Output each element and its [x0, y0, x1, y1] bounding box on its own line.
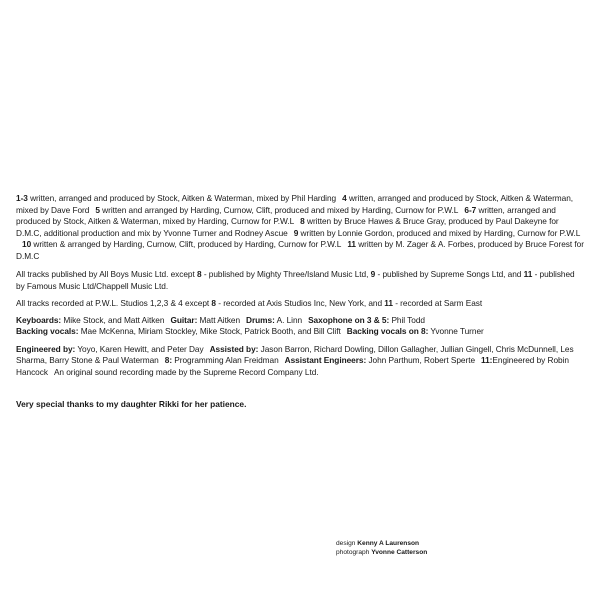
credit-value: Matt Aitken	[197, 314, 241, 325]
track-credit: written, arranged and produced by Stock, Aitken & Waterman, mixed by Harding, Curnow for P.W.L	[16, 204, 556, 227]
track-number: 8	[211, 297, 216, 308]
credit-label: Backing vocals:	[16, 326, 79, 337]
publishing-text: - published by Mighty Three/Island Music Ltd,	[201, 269, 371, 280]
track-number: 5	[95, 204, 100, 215]
track-credit: written, arranged and produced by Stock, Aitken & Waterman, mixed by Dave Ford	[16, 193, 574, 215]
credit-value: A. Linn	[274, 314, 303, 325]
track-number: 1-3	[16, 193, 28, 203]
track-number: 11	[347, 239, 356, 250]
track-number: 9	[370, 269, 376, 280]
publishing-paragraph	[16, 269, 584, 292]
track-number: 4	[342, 193, 347, 203]
publishing-text: - published by Supreme Songs Ltd, and	[375, 269, 524, 280]
track-credit: written by Bruce Hawes & Bruce Gray, produced by Paul Dakeyne for D.M.C, additional production and mix by Yvonne Turner and Rodney Ascue	[16, 216, 559, 238]
credit-label: Keyboards:	[16, 314, 62, 325]
credit-label: Engineered by:	[16, 343, 76, 354]
photograph-credit	[336, 548, 427, 557]
track-number: 11	[384, 297, 393, 308]
credit-value: Yvonne Turner	[428, 326, 484, 337]
credit-label: Saxophone on 3 & 5:	[308, 314, 390, 325]
recording-text: - recorded at Axis Studios Inc, New York, and	[215, 297, 385, 308]
credit-value: John Parthum, Robert Sperte	[366, 355, 476, 366]
credit-label: Assisted by:	[209, 343, 259, 354]
credit-value: Jason Barron, Richard Dowling, Dillon Gallagher, Jullian Gingell, Chris McDunnell, Les Sharma, Barry Stone & Paul Waterman	[16, 343, 574, 366]
credit-value: Phil Todd	[389, 314, 425, 325]
track-number: 11	[523, 269, 533, 280]
credit-label: 8:	[164, 355, 173, 366]
credit-label: 11:	[481, 355, 493, 366]
track-number: 8	[197, 269, 202, 280]
photograph-prefix: photograph	[336, 549, 372, 556]
track-number: 8	[300, 216, 305, 227]
publishing-text: All tracks published by All Boys Music Ltd. except	[16, 269, 197, 280]
credit-value: Engineered by Robin Hancock	[16, 355, 569, 377]
publishing-text: - published by Famous Music Ltd/Chappell Music Ltd.	[16, 269, 575, 291]
recording-paragraph	[16, 298, 584, 310]
track-credits-paragraph	[16, 193, 584, 263]
credit-label: Backing vocals on 8:	[346, 326, 429, 337]
engineering-paragraph	[16, 344, 584, 379]
track-credit: written & arranged by Harding, Curnow, Clift, produced by Harding, Curnow for P.W.L	[31, 239, 342, 250]
credits-block	[16, 193, 584, 384]
special-thanks: Very special thanks to my daughter Rikki for her patience.	[16, 399, 247, 409]
recording-text: - recorded at Sarm East	[392, 297, 483, 308]
credit-value: Programming Alan Freidman	[172, 355, 279, 366]
credit-label: Guitar:	[170, 314, 198, 325]
photographer-name: Yvonne Catterson	[371, 549, 428, 556]
track-number: 6-7	[464, 204, 477, 215]
credit-value: Mae McKenna, Miriam Stockley, Mike Stock, Patrick Booth, and Bill Clift	[78, 326, 341, 337]
supreme-record-note: An original sound recording made by the Supreme Record Company Ltd.	[53, 366, 319, 377]
design-prefix: design	[336, 540, 358, 547]
track-credit: written and arranged by Harding, Curnow, Clift, produced and mixed by Harding, Curnow for P.W.L	[99, 204, 459, 215]
track-credit: written, arranged and produced by Stock, Aitken & Waterman, mixed by Phil Harding	[27, 193, 337, 203]
recording-text: All tracks recorded at P.W.L. Studios 1,2,3 & 4 except	[16, 297, 212, 308]
track-number: 9	[293, 227, 299, 238]
credit-label: Drums:	[246, 314, 275, 325]
design-credits	[336, 539, 427, 557]
credit-label: Assistant Engineers:	[284, 355, 367, 366]
track-credit: written by Lonnie Gordon, produced and mixed by Harding, Curnow for P.W.L	[298, 227, 581, 238]
track-number: 10	[22, 239, 32, 250]
credit-value: Mike Stock, and Matt Aitken	[61, 314, 165, 325]
design-credit	[336, 539, 427, 548]
musicians-paragraph	[16, 315, 584, 338]
track-credit: written by M. Zager & A. Forbes, produced by Bruce Forest for D.M.C	[16, 239, 584, 261]
designer-name: Kenny A Laurenson	[357, 540, 420, 547]
credit-value: Yoyo, Karen Hewitt, and Peter Day	[75, 343, 204, 354]
